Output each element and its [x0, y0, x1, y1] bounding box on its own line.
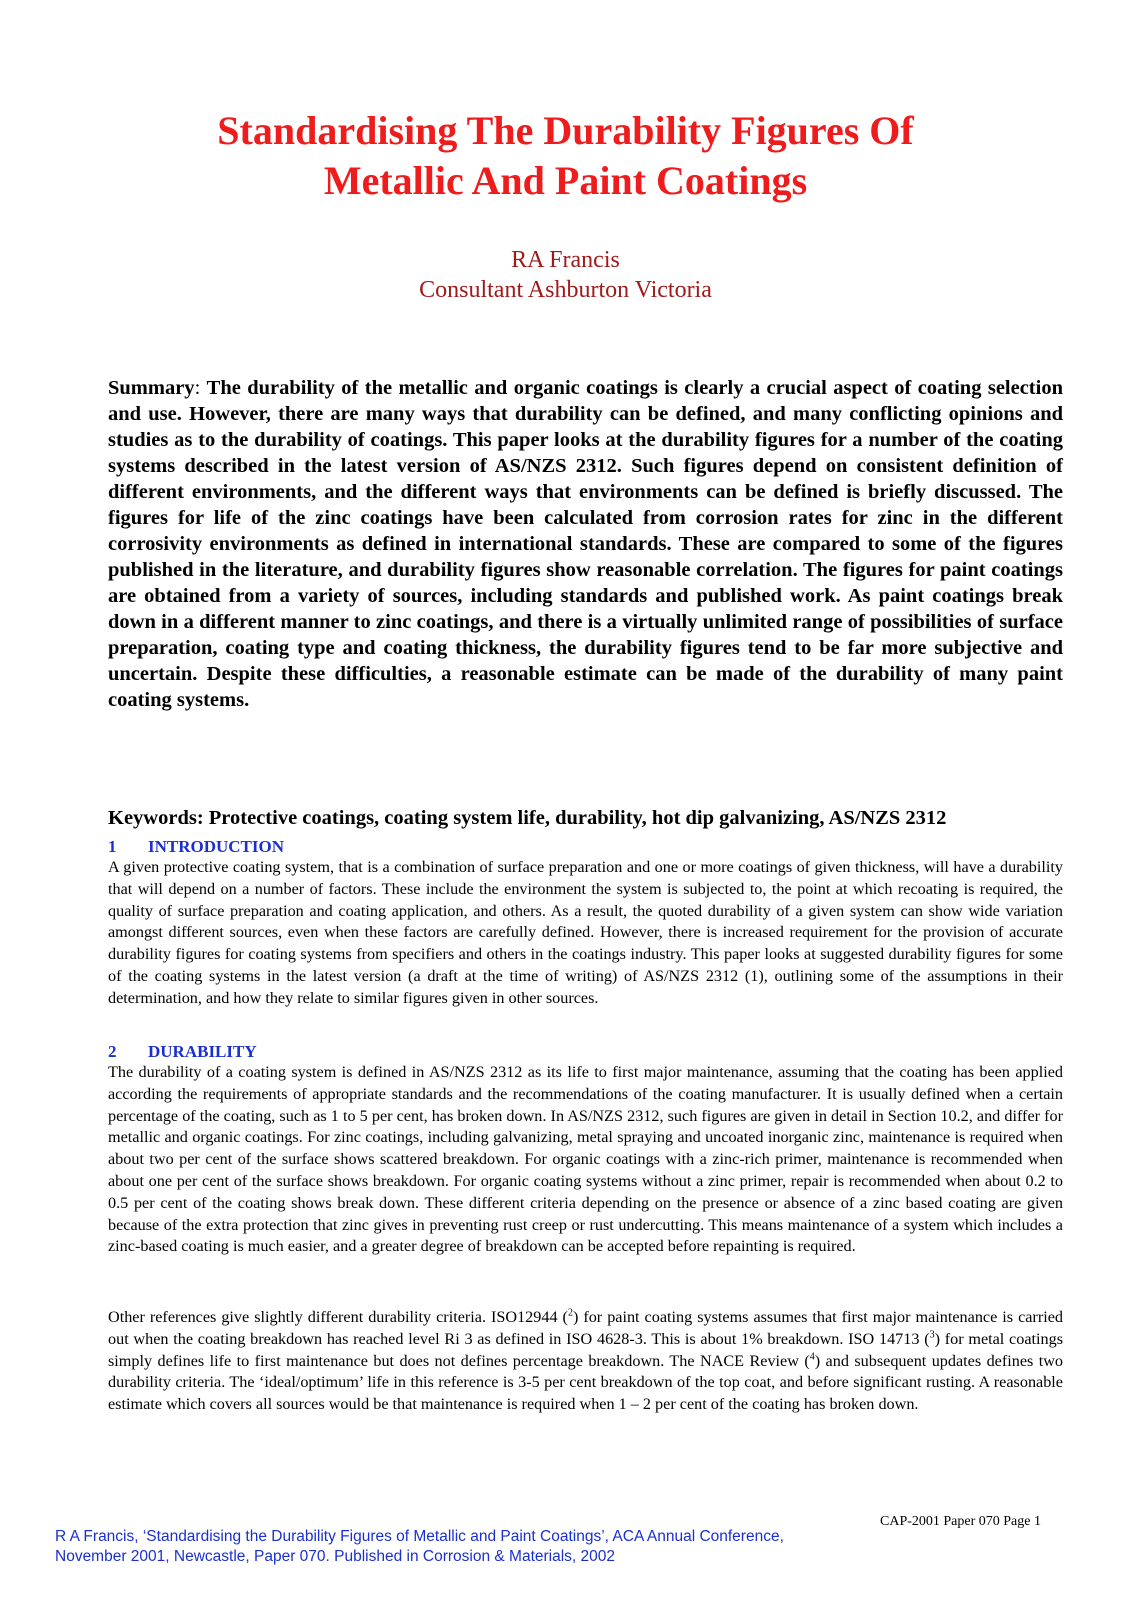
citation-line-1: R A Francis, ‘Standardising the Durability Figures of Metallic and Paint Coatings’, ACA Annual Conference, — [55, 1528, 784, 1545]
reference-superscript: 2 — [567, 1307, 573, 1319]
section-heading-durability — [108, 1041, 257, 1063]
section-title: INTRODUCTION — [148, 837, 285, 856]
reference-superscript: 3 — [929, 1329, 935, 1341]
summary-paragraph — [108, 375, 1063, 713]
citation-footer — [55, 1527, 915, 1567]
section-heading-introduction — [108, 836, 284, 858]
introduction-paragraph: A given protective coating system, that is a combination of surface preparation and one or more coatings of given thickness, will have a durability that will depend on a number of factors. These include the environment the system is subjected to, the point at which recoating is required, the quality of surface preparation and coating application, and others. As a result, the quoted durability of a given system can show wide variation amongst different sources, even when these factors are carefully defined. However, there is increased requirement for the provision of accurate durability figures for coating systems from specifiers and others in the coatings industry. This paper looks at suggested durability figures for some of the coating systems in the latest version (a draft at the time of writing) of AS/NZS 2312 (1), outlining some of the assumptions in their determination, and how they relate to similar figures given in other sources. — [108, 858, 1063, 1007]
para2-text-2: ) for paint coating systems assumes that first major maintenance is carried out when the coating breakdown has reached level Ri 3 as defined in ISO 4628-3. This is about 1% breakdown. ISO 14713 ( — [108, 1308, 1063, 1348]
title-line-2: Metallic And Paint Coatings — [323, 158, 808, 203]
author-block — [0, 245, 1131, 305]
para2-text-3: ) for metal coatings simply defines life to first maintenance but does not defines percentage breakdown. The NACE Review ( — [108, 1329, 1063, 1370]
section-number: 2 — [108, 1042, 117, 1061]
author-affiliation: Consultant Ashburton Victoria — [419, 277, 712, 303]
para2-text-1: Other references give slightly different durability criteria. ISO12944 ( — [108, 1308, 568, 1326]
durability-paragraph-2 — [108, 1307, 1063, 1416]
page-number-label: CAP-2001 Paper 070 Page 1 — [880, 1514, 1041, 1529]
title-line-1: Standardising The Durability Figures Of — [217, 108, 914, 153]
summary-label: Summary — [108, 377, 195, 399]
summary-text: The durability of the metallic and organic coatings is clearly a crucial aspect of coating selection and use. However, there are many ways that durability can be defined, and many conflicting opinions and studies as to the durability of coatings. This paper looks at the durability figures for a number of the coating systems described in the latest version of AS/NZS 2312. Such figures depend on consistent definition of different environments, and the different ways that environments can be defined is briefly discussed. The figures for life of the zinc coatings have been calculated from corrosion rates for zinc in the different corrosivity environments as defined in international standards. These are compared to some of the figures published in the literature, and durability figures show reasonable correlation. The figures for paint coatings are obtained from a variety of sources, including standards and published work. As paint coatings break down in a different manner to zinc coatings, and there is a virtually unlimited range of possibilities of surface preparation, coating type and coating thickness, the durability figures tend to be far more subjective and uncertain. Despite these difficulties, a reasonable estimate can be made of the durability of many paint coating systems. — [108, 377, 1063, 711]
section-number: 1 — [108, 837, 117, 856]
summary-colon: : — [194, 377, 207, 399]
paper-title — [0, 106, 1131, 206]
durability-paragraph: The durability of a coating system is defined in AS/NZS 2312 as its life to first major maintenance, assuming that the coating has been applied according the requirements of appropriate standards and the recommendations of the coating manufacturer. It is usually defined when a certain percentage of the coating, such as 1 to 5 per cent, has broken down. In AS/NZS 2312, such figures are given in detail in Section 10.2, and differ for metallic and organic coatings. For zinc coatings, including galvanizing, metal spraying and uncoated inorganic zinc, maintenance is required when about two per cent of the surface shows scattered breakdown. For organic coatings with a zinc-rich primer, maintenance is recommended when about one per cent of the surface shows breakdown. For organic coating systems without a zinc primer, repair is recommended when about 0.2 to 0.5 per cent of the coating shows break down. These different criteria depending on the presence or absence of a zinc based coating are given because of the extra protection that zinc gives in preventing rust creep or rust undercutting. This means maintenance of a system which includes a zinc-based coating is much easier, and a greater degree of breakdown can be accepted before repainting is required. — [108, 1063, 1063, 1256]
keywords-line: Keywords: Protective coatings, coating system life, durability, hot dip galvanizing, AS/NZS 2312 — [108, 807, 947, 829]
author-name: RA Francis — [511, 247, 620, 273]
section-title: DURABILITY — [148, 1042, 257, 1061]
para2-text-4: ) and subsequent updates defines two durability criteria. The ‘ideal/optimum’ life in this reference is 3-5 per cent breakdown of the top coat, and before significant rusting. A reasonable estimate which covers all sources would be that maintenance is required when 1 – 2 per cent of the coating has broken down. — [108, 1351, 1064, 1414]
reference-superscript: 4 — [809, 1351, 815, 1363]
citation-line-2: November 2001, Newcastle, Paper 070. Published in Corrosion & Materials, 2002 — [55, 1548, 616, 1565]
